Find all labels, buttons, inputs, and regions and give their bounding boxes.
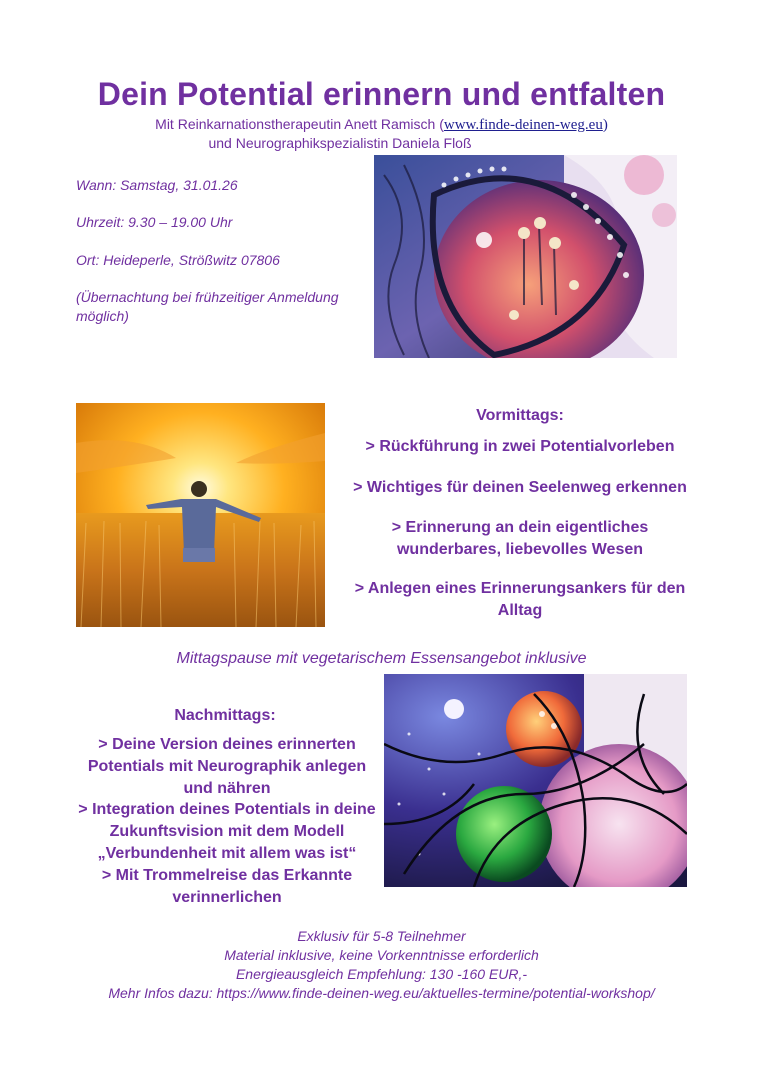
- afternoon-heading: Nachmittags:: [174, 707, 276, 724]
- art-butterfly-svg: [374, 155, 677, 358]
- morning-item: > Erinnerung an dein eigentliches wunderbares, liebevolles Wesen: [391, 519, 649, 558]
- event-place: Ort: Heideperle, Strößwitz 07806: [76, 252, 280, 268]
- footer-material: Material inklusive, keine Vorkenntnisse erforderlich: [224, 947, 539, 963]
- art-image-butterfly: [374, 155, 677, 358]
- event-overnight-note: (Übernachtung bei frühzeitiger Anmeldung möglich): [76, 289, 339, 324]
- footer-more-info: Mehr Infos dazu: https://www.finde-deinen-weg.eu/aktuelles-termine/potential-workshop/: [108, 985, 655, 1001]
- morning-item: > Anlegen eines Erinnerungsankers für den Alltag: [354, 580, 686, 619]
- footer-price: Energieausgleich Empfehlung: 130 -160 EUR,-: [235, 966, 528, 982]
- lunch-note: Mittagspause mit vegetarischem Essensangebot inklusive: [176, 650, 587, 667]
- morning-item: > Wichtiges für deinen Seelenweg erkennen: [353, 479, 687, 496]
- event-when: Wann: Samstag, 31.01.26: [76, 177, 238, 193]
- subtitle-line-2: und Neurographikspezialistin Daniela Floß: [208, 135, 472, 151]
- page-title: Dein Potential erinnern und entfalten: [97, 76, 666, 112]
- website-link[interactable]: www.finde-deinen-weg.eu: [443, 117, 603, 133]
- morning-item: > Rückführung in zwei Potentialvorleben: [365, 438, 675, 455]
- subtitle-line-1: [0, 116, 763, 134]
- footer-participants: Exklusiv für 5-8 Teilnehmer: [297, 928, 466, 944]
- morning-heading: Vormittags:: [476, 407, 564, 424]
- afternoon-item: > Deine Version deines erinnerten Potentials mit Neurographik anlegen und nähren: [87, 736, 367, 797]
- event-time: Uhrzeit: 9.30 – 19.00 Uhr: [76, 214, 233, 230]
- art-image-spheres: [384, 674, 687, 887]
- art-spheres-svg: [384, 674, 687, 887]
- photo-wheat-field: [76, 403, 325, 627]
- afternoon-item: > Integration deines Potentials in deine Zukunftsvision mit dem Modell „Verbundenheit mit allem was ist“: [78, 801, 376, 862]
- afternoon-item: > Mit Trommelreise das Erkannte verinnerlichen: [101, 867, 353, 906]
- subtitle-suffix: ): [602, 117, 608, 133]
- photo-wheat-svg: [76, 403, 325, 627]
- subtitle-prefix: Mit Reinkarnationstherapeutin Anett Ramisch (: [155, 116, 444, 132]
